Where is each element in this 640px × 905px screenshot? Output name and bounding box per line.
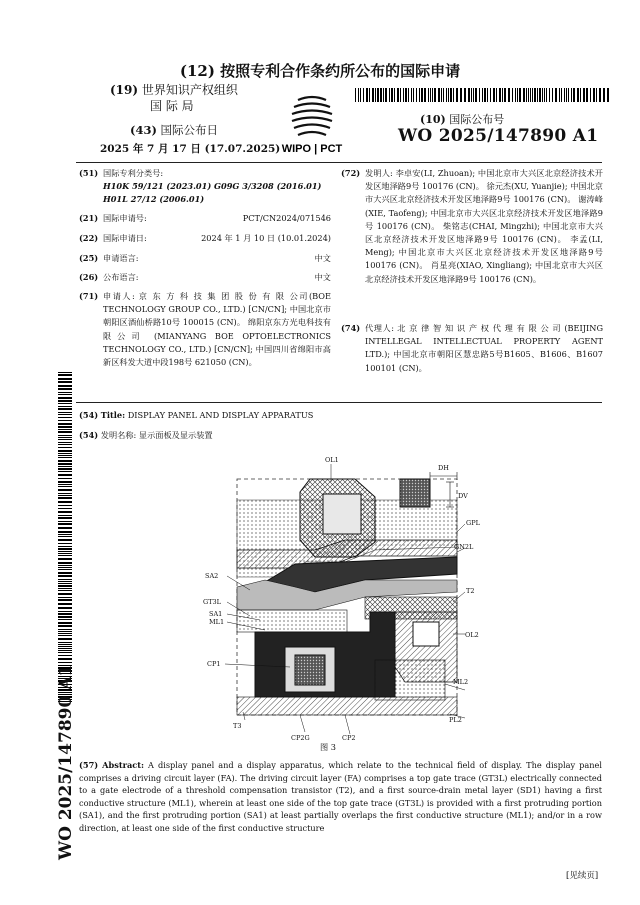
barcode-bar [450, 88, 452, 102]
barcode-bar [552, 88, 553, 102]
barcode-bar [58, 635, 72, 636]
barcode-bar [58, 523, 72, 525]
barcode-bar [446, 88, 447, 102]
barcode-bar [424, 88, 426, 102]
agent-field [341, 322, 603, 375]
barcode-bar [58, 435, 72, 436]
barcode-bar [546, 88, 547, 102]
barcode-bar [360, 88, 361, 102]
ol2-window [413, 622, 439, 646]
label-pl2: PL2 [449, 716, 462, 724]
barcode-bar [544, 88, 545, 102]
barcode-bar [58, 613, 72, 615]
barcode-bar [58, 457, 72, 458]
inventors-field [341, 167, 603, 286]
barcode-bar [58, 417, 72, 418]
filing-lang-label: 申请语言: [103, 253, 139, 263]
barcode-bar [487, 88, 488, 102]
barcode-bar [532, 88, 533, 102]
title-en-code: (54) [79, 410, 99, 420]
barcode-bar [416, 88, 417, 102]
barcode-bar [58, 642, 72, 643]
barcode-bar [441, 88, 442, 102]
barcode-bar [58, 493, 72, 494]
barcode-bar [58, 543, 72, 544]
barcode-bar [58, 444, 72, 445]
barcode-bar [58, 517, 72, 519]
ipc-label: 国际专利分类号: [103, 168, 164, 178]
barcode-bar [519, 88, 521, 102]
barcode-bar [443, 88, 444, 102]
barcode-bar [504, 88, 506, 102]
barcode-bar [58, 484, 72, 485]
barcode-bar [534, 88, 536, 102]
barcode-bar [566, 88, 567, 102]
barcode-bar [58, 583, 72, 584]
abstract-label: Abstract: [102, 760, 145, 770]
title-cn-code: (54) [79, 430, 99, 440]
barcode-bar [493, 88, 495, 102]
barcode-bar [58, 442, 72, 443]
title-chinese-line [79, 429, 213, 442]
barcode-bar [58, 607, 72, 609]
barcode-bar [58, 539, 72, 541]
barcode-bar [479, 88, 480, 102]
ipc-line-2: H01L 27/12 (2006.01) [103, 194, 205, 204]
barcode-bar [58, 652, 72, 653]
barcode-bar [58, 536, 72, 537]
publication-date-label [130, 122, 218, 138]
org-bureau: 国 际 局 [150, 99, 194, 113]
filing-lang-code: (25) [79, 253, 99, 263]
filing-value: 2024 年 1 月 10 日 (10.01.2024) [201, 233, 331, 243]
barcode-bar [58, 646, 72, 647]
barcode-bar [58, 565, 72, 566]
barcode-bar [394, 88, 395, 102]
barcode-bar [593, 88, 595, 102]
barcode-bar [58, 460, 72, 462]
bottom-strip [237, 697, 457, 715]
label-sa2: SA2 [205, 572, 219, 580]
barcode-bar [377, 88, 379, 102]
barcode-bar [473, 88, 474, 102]
barcode-bar [58, 481, 72, 483]
barcode-bar [530, 88, 531, 102]
publication-date: 2025 年 7 月 17 日 (17.07.2025) [100, 143, 281, 155]
barcode-bar [58, 471, 72, 472]
agent-text: 代理人: 北 京 律 智 知 识 产 权 代 理 有 限 公 司 (BEIJING INTELLEGAL INTELLECTUAL PROPERTY AGENT LTD.); 中国北京市朝阳区慧忠路5号B1605、B1606、B1607 100101 (CN)。 [365, 323, 603, 373]
label-sa1: SA1 [209, 610, 223, 618]
figure-caption: 图 3 [320, 742, 336, 752]
publication-language-field [79, 271, 331, 285]
label-gn2l: GN2L [454, 543, 474, 551]
barcode-bar [482, 88, 483, 102]
barcode-bar [539, 88, 541, 102]
barcode-bar [58, 662, 72, 663]
barcode-bar [58, 474, 72, 476]
barcode-bar [58, 394, 72, 395]
barcode-bar [58, 625, 72, 627]
barcode-bar [58, 631, 72, 632]
barcode-bar [58, 429, 72, 430]
barcode-bar [58, 381, 72, 383]
barcode-top [355, 88, 610, 102]
title-cn-label: 发明名称: [100, 430, 137, 440]
label-gpl: GPL [466, 519, 480, 527]
barcode-bar [58, 572, 72, 574]
barcode-bar [408, 88, 409, 102]
barcode-bar [568, 88, 569, 102]
barcode-bar [419, 88, 420, 102]
barcode-bar [528, 88, 529, 102]
barcode-bar [571, 88, 572, 102]
label-gt3l: GT3L [203, 598, 221, 606]
barcode-bar [517, 88, 518, 102]
side-number-text: WO 2025/147890 A1 [56, 664, 76, 860]
org-code: (19) [110, 83, 139, 97]
barcode-bar [58, 534, 72, 535]
barcode-bar [58, 599, 72, 601]
barcode-bar [58, 555, 72, 556]
barcode-bar [372, 88, 374, 102]
filing-code: (22) [79, 233, 99, 243]
barcode-bar [58, 455, 72, 456]
applicant-field [79, 290, 331, 369]
barcode-bar [58, 546, 72, 547]
ipc-line-1: H10K 59/121 (2023.01) G09G 3/3208 (2016.01) [103, 181, 322, 191]
barcode-bar [421, 88, 423, 102]
barcode-bar [58, 412, 72, 413]
barcode-bar [468, 88, 470, 102]
barcode-bar [456, 88, 458, 102]
ol1-core [323, 494, 361, 534]
abstract [79, 759, 602, 835]
wipo-logo [276, 94, 348, 158]
barcode-bar [400, 88, 401, 102]
biblio-rule [76, 402, 602, 403]
barcode-bar [58, 616, 72, 618]
barcode-bar [542, 88, 543, 102]
inventors-text: 发明人: 李卓安(LI, Zhuoan); 中国北京市大兴区北京经济技术开发区地泽路9号 100176 (CN)。 徐元杰(XU, Yuanjie); 中国北京市大兴区北京经济技术开发区地泽路9号 100176 (CN)。 谢涛峰(XIE, Taofeng); 中国北京市大兴区北京经济技术开发区地泽路9号 100176 (CN)。 柴铭志(CHAI, Mingzhi); 中国北京市大兴区北京经济技术开发区地泽路9号 100176 (CN)。 李孟(LI, Meng); 中国北京市大兴区北京经济技术开发区地泽路9号 100176 (CN)。 肖星亮(XIAO, Xingliang); 中国北京市大兴区北京经济技术开发区地泽路9号 100176 (CN)。 [365, 168, 603, 284]
barcode-bar [561, 88, 562, 102]
logo-text: WIPO | PCT [281, 143, 343, 155]
barcode-bar [515, 88, 516, 102]
barcode-bar [405, 88, 407, 102]
barcode-bar [58, 511, 72, 513]
barcode-bar [58, 611, 72, 612]
barcode-bar [58, 385, 72, 387]
pubno-code: (10) [420, 113, 446, 126]
publication-number-label [420, 111, 504, 127]
barcode-bar [586, 88, 588, 102]
continued-note: [见续页] [566, 871, 599, 881]
barcode-bar [58, 562, 72, 564]
barcode-bar [58, 374, 72, 376]
barcode-bar [58, 655, 72, 656]
inventors-code: (72) [341, 168, 361, 178]
barcode-bar [58, 658, 72, 660]
barcode-bar [389, 88, 390, 102]
barcode-bar [58, 590, 72, 591]
barcode-bar [58, 575, 72, 577]
barcode-bar [58, 497, 72, 499]
barcode-bar [453, 88, 454, 102]
barcode-bar [58, 400, 72, 402]
barcode-bar [58, 619, 72, 620]
barcode-bar [490, 88, 491, 102]
barcode-bar [58, 531, 72, 533]
barcode-bar [413, 88, 414, 102]
figure-3 [195, 452, 495, 752]
barcode-bar [369, 88, 370, 102]
barcode-bar [58, 408, 72, 410]
applicant-text: 申请人: 京 东 方 科 技 集 团 股 份 有 限 公司(BOE TECHNOLOGY GROUP CO., LTD.) [CN/CN]; 中国北京市朝阳区酒仙桥路10号 100015 (CN)。 绵阳京东方光电科技有限公司 (MIANYANG BOE OPTOELECTRONICS TECHNOLOGY CO., LTD.) [CN/CN]; 中国四川省绵阳市高新区科发大道中段198号 621050 (CN)。 [103, 291, 331, 368]
appno-label: 国际申请号: [103, 213, 147, 223]
barcode-bar [58, 414, 72, 415]
barcode-bar [58, 463, 72, 465]
title-en-label: Title: [100, 410, 126, 420]
barcode-bar [355, 88, 356, 102]
barcode-bar [58, 650, 72, 651]
title-en-text: DISPLAY PANEL AND DISPLAY APPARATUS [127, 410, 314, 420]
header-rule [76, 162, 602, 163]
barcode-bar [58, 403, 72, 404]
wipo-organization [110, 82, 238, 114]
barcode-bar [58, 495, 72, 496]
barcode-bar [58, 579, 72, 580]
barcode-bar [58, 392, 72, 393]
barcode-bar [58, 501, 72, 503]
barcode-side [58, 372, 72, 702]
barcode-bar [383, 88, 384, 102]
barcode-bar [58, 588, 72, 589]
barcode-bar [549, 88, 550, 102]
barcode-bar [475, 88, 477, 102]
barcode-bar [58, 431, 72, 433]
title-english-line [79, 409, 313, 422]
barcode-bar [559, 88, 560, 102]
label-cp2: CP2 [342, 734, 356, 742]
barcode-bar [448, 88, 449, 102]
barcode-bar [403, 88, 404, 102]
barcode-bar [58, 437, 72, 438]
barcode-bar [499, 88, 501, 102]
barcode-bar [580, 88, 581, 102]
barcode-bar [564, 88, 565, 102]
barcode-bar [58, 450, 72, 452]
barcode-bar [366, 88, 368, 102]
barcode-bar [432, 88, 433, 102]
label-dv: DV [458, 492, 468, 500]
document-title: (12) 按照专利合作条约所公布的国际申请 [179, 62, 461, 80]
barcode-bar [58, 420, 72, 421]
barcode-bar [537, 88, 538, 102]
barcode-bar [58, 468, 72, 470]
barcode-bar [58, 439, 72, 440]
barcode-bar [58, 426, 72, 428]
barcode-bar [434, 88, 436, 102]
barcode-bar [58, 558, 72, 560]
barcode-bar [358, 88, 359, 102]
barcode-bar [380, 88, 382, 102]
application-number-field [79, 212, 331, 226]
barcode-bar [58, 508, 72, 509]
label-t2: T2 [466, 587, 475, 595]
barcode-bar [502, 88, 503, 102]
pubno-label-text: 国际公布号 [449, 113, 505, 126]
barcode-bar [58, 567, 72, 568]
publication-number: WO 2025/147890 A1 [398, 126, 599, 146]
barcode-bar [58, 527, 72, 529]
label-ol1: OL1 [325, 456, 339, 464]
barcode-bar [58, 553, 72, 554]
barcode-bar [58, 638, 72, 640]
appno-code: (21) [79, 213, 99, 223]
barcode-bar [599, 88, 601, 102]
label-t3: T3 [233, 722, 242, 730]
filing-lang-value: 中文 [314, 253, 331, 263]
barcode-bar [58, 648, 72, 649]
barcode-bar [58, 466, 72, 467]
barcode-bar [58, 569, 72, 570]
barcode-bar [523, 88, 525, 102]
label-dh: DH [438, 464, 449, 472]
barcode-bar [596, 88, 597, 102]
barcode-bar [603, 88, 605, 102]
cp1-core [295, 655, 325, 685]
barcode-bar [58, 406, 72, 407]
abstract-text: A display panel and a display apparatus, which relate to the technical field of display. The display panel comprises a driving circuit layer (FA). The driving circuit layer (FA) comprises a top gate trace (GT3L) electrically connected to a gate electrode of a threshold compensation transistor (T2), and a first source-drain metal layer (SD1) having a first conductive structure (ML1), wherein at least one side of the top gate trace (GT3L) is provided with a first protruding portion (SA1), and the first protruding portion (SA1) at least partially overlaps the first conductive structure (ML1); and/or in a row direction, at least one side of the first conductive structure [79, 760, 602, 833]
barcode-bar [58, 548, 72, 550]
agent-code: (74) [341, 323, 361, 333]
barcode-bar [58, 478, 72, 479]
barcode-bar [583, 88, 585, 102]
barcode-bar [397, 88, 399, 102]
barcode-bar [464, 88, 466, 102]
barcode-bar [391, 88, 393, 102]
barcode-bar [58, 644, 72, 645]
barcode-bar [58, 486, 72, 487]
side-publication-number [56, 664, 76, 860]
barcode-bar [58, 397, 72, 399]
pub-lang-code: (26) [79, 272, 99, 282]
pubdate-label-text: 国际公布日 [160, 123, 219, 137]
ml2-region [375, 660, 445, 700]
barcode-bar [573, 88, 575, 102]
barcode-bar [58, 423, 72, 425]
barcode-bar [590, 88, 591, 102]
gt3l-block [237, 610, 347, 632]
pubdate-code: (43) [130, 123, 157, 137]
barcode-bar [438, 88, 440, 102]
label-ml2: ML2 [453, 678, 469, 686]
barcode-bar [58, 372, 72, 373]
top-right-block [400, 479, 430, 507]
barcode-bar [58, 505, 72, 506]
filing-label: 国际申请日: [103, 233, 147, 243]
applicant-code: (71) [79, 291, 99, 301]
barcode-bar [555, 88, 557, 102]
barcode-bar [496, 88, 497, 102]
filing-language-field [79, 252, 331, 266]
barcode-bar [411, 88, 412, 102]
barcode-bar [58, 581, 72, 582]
pub-lang-label: 公布语言: [103, 272, 139, 282]
barcode-bar [58, 593, 72, 595]
ipc-field [79, 167, 331, 207]
barcode-bar [58, 551, 72, 552]
barcode-bar [471, 88, 472, 102]
title-cn-text: 显示面板及显示装置 [138, 430, 213, 440]
barcode-bar [58, 388, 72, 390]
barcode-bar [58, 629, 72, 630]
barcode-bar [363, 88, 364, 102]
label-cp2g: CP2G [291, 734, 310, 742]
barcode-bar [58, 378, 72, 380]
barcode-bar [607, 88, 609, 102]
barcode-bar [58, 622, 72, 624]
barcode-bar [460, 88, 462, 102]
barcode-bar [58, 585, 72, 587]
label-ml1: ML1 [209, 618, 225, 626]
filing-date-field [79, 232, 331, 246]
barcode-bar [58, 515, 72, 516]
barcode-bar [385, 88, 387, 102]
barcode-bar [58, 603, 72, 605]
org-name: 世界知识产权组织 [141, 83, 238, 97]
barcode-bar [58, 633, 72, 634]
barcode-bar [375, 88, 376, 102]
barcode-bar [58, 597, 72, 598]
barcode-bar [484, 88, 486, 102]
label-cp1: CP1 [207, 660, 221, 668]
pub-lang-value: 中文 [314, 272, 331, 282]
barcode-bar [58, 489, 72, 491]
barcode-bar [577, 88, 579, 102]
barcode-bar [526, 88, 527, 102]
ipc-code: (51) [79, 168, 99, 178]
barcode-bar [508, 88, 510, 102]
barcode-bar [58, 453, 72, 454]
barcode-bar [58, 521, 72, 522]
abstract-code: (57) [79, 760, 99, 770]
barcode-bar [512, 88, 513, 102]
barcode-bar [428, 88, 429, 102]
barcode-bar [430, 88, 431, 102]
label-ol2: OL2 [465, 631, 479, 639]
barcode-bar [58, 447, 72, 448]
appno-value: PCT/CN2024/071546 [242, 213, 331, 223]
